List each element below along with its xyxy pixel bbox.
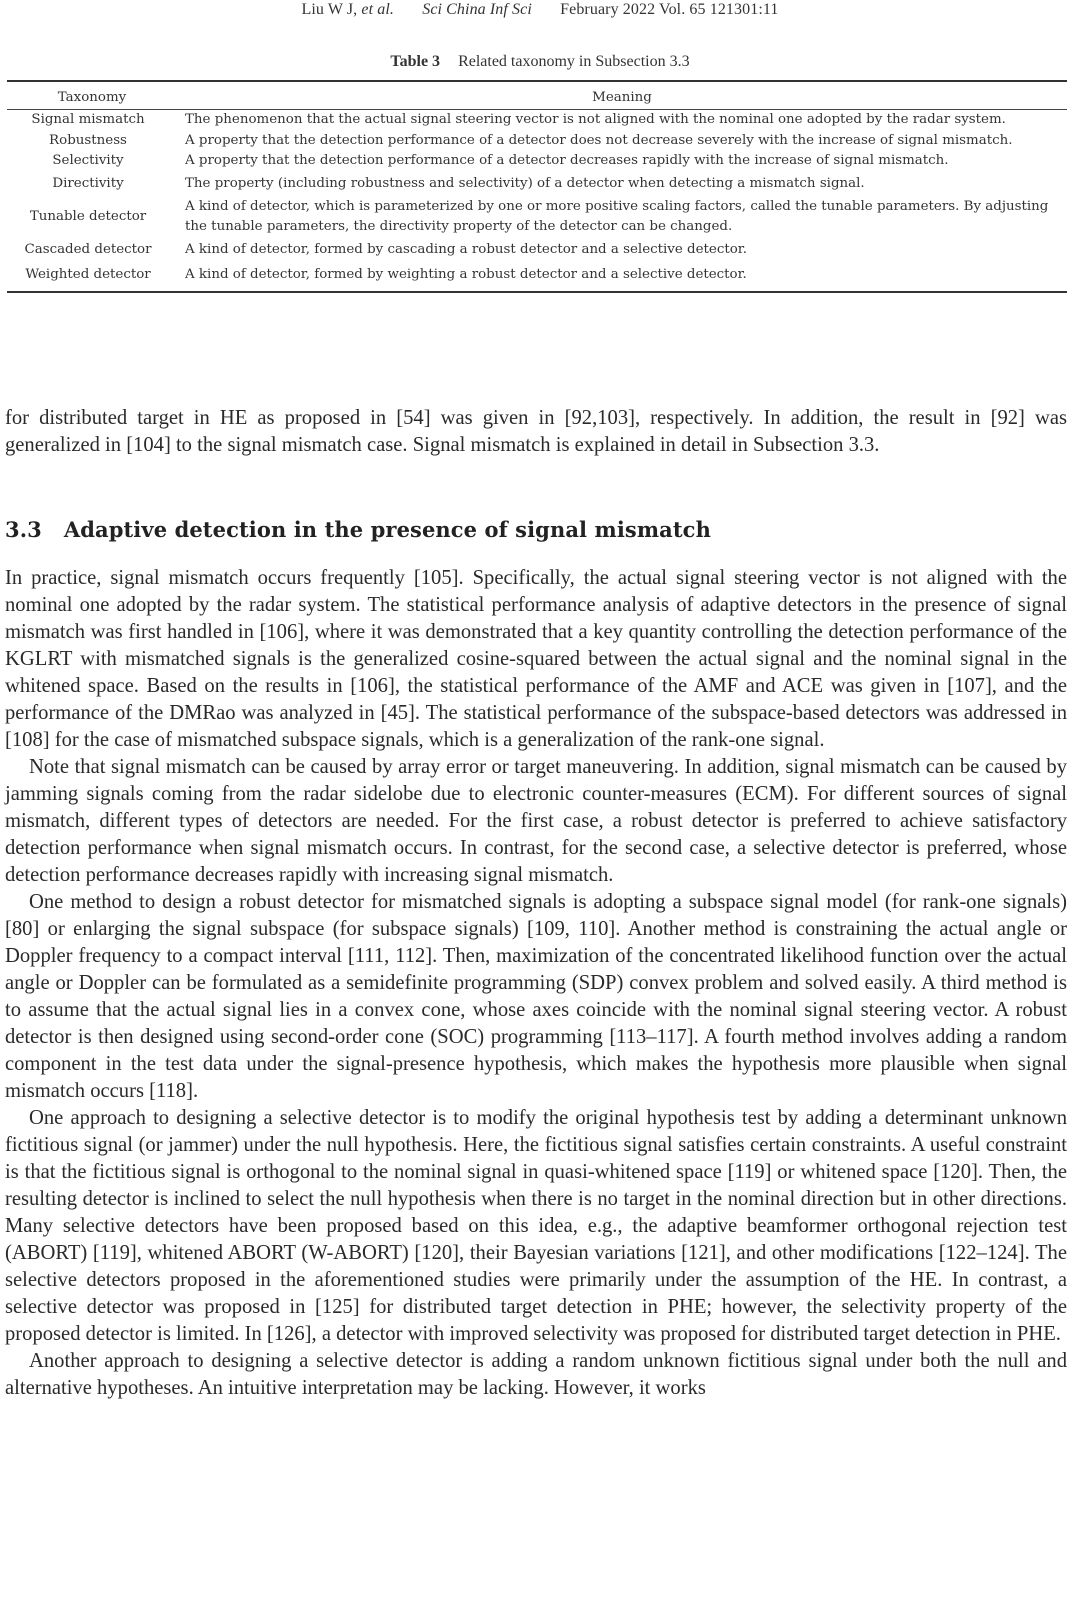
table-meaning: A kind of detector, formed by cascading a robust detector and a selective detector. (185, 241, 747, 257)
table-caption-text: Related taxonomy in Subsection 3.3 (458, 53, 690, 70)
table-term: Weighted detector (7, 263, 177, 292)
running-head-journal: Sci China Inf Sci (422, 1, 532, 18)
section-number: 3.3 (5, 517, 42, 542)
table-row (7, 197, 1067, 238)
table-header-meaning: Meaning (177, 81, 1067, 110)
table-meaning: A property that the detection performance of a detector does not decrease severely with the increase of signal mismatch. (185, 132, 1013, 148)
section-heading (5, 516, 711, 544)
table-term: Signal mismatch (31, 112, 145, 127)
table-row (7, 131, 1067, 152)
taxonomy-table (7, 80, 1067, 293)
running-head-et-al: et al. (361, 1, 394, 18)
table-meaning: The phenomenon that the actual signal steering vector is not aligned with the nominal one adopted by the radar system. (185, 112, 1006, 127)
table-label: Table 3 (390, 53, 441, 70)
table-term: Selectivity (52, 153, 124, 168)
table-header-taxonomy: Taxonomy (7, 81, 177, 110)
table-row (7, 263, 1067, 292)
paragraph: In practice, signal mismatch occurs frequently [105]. Specifically, the actual signal steering vector is not aligned with the nominal one adopted by the radar system. The statistical performance analysis of adaptive detectors in the presence of signal mismatch was first handled in [106], where it was demonstrated that a key quantity controlling the detection performance of the KGLRT with mismatched signals is the generalized cosine-squared between the actual signal and the nominal signal in the whitened space. Based on the results in [106], the statistical performance of the AMF and ACE was given in [107], and the performance of the DMRao was analyzed in [45]. The statistical performance of the subspace-based detectors was addressed in [108] for the case of mismatched subspace signals, which is a generalization of the rank-one signal. (5, 567, 1067, 751)
table-row (7, 151, 1067, 172)
table-term: Directivity (52, 175, 124, 191)
paragraph: Another approach to designing a selective detector is adding a random unknown fictitious signal under both the null and alternative hypotheses. An intuitive interpretation may be lacking. However, it works (5, 1350, 1067, 1399)
table-caption (0, 52, 1080, 72)
intro-text (5, 405, 1067, 459)
running-head-authors: Liu W J, (301, 1, 358, 18)
section-title: Adaptive detection in the presence of signal mismatch (63, 517, 711, 542)
table-term: Tunable detector (29, 208, 147, 224)
table-term: Robustness (49, 132, 127, 148)
table-meaning: A property that the detection performance of a detector decreases rapidly with the increase of signal mismatch. (185, 153, 949, 168)
table-meaning: The property (including robustness and selectivity) of a detector when detecting a mismatch signal. (185, 175, 865, 191)
table-term: Cascaded detector (24, 241, 152, 257)
table-row (7, 172, 1067, 197)
table-row (7, 110, 1067, 131)
section-body (5, 565, 1067, 1402)
table-meaning: A kind of detector, formed by weighting a robust detector and a selective detector. (177, 263, 1067, 292)
table-meaning: A kind of detector, which is parameterized by one or more positive scaling factors, called the tunable parameters. By adjusting the tunable parameters, the directivity property of the detector can be changed. (185, 198, 1049, 234)
table-row (7, 238, 1067, 263)
running-head (0, 0, 1080, 20)
running-head-issue: February 2022 Vol. 65 121301:11 (560, 1, 779, 18)
table-header-row (7, 81, 1067, 110)
paragraph: One method to design a robust detector for mismatched signals is adopting a subspace signal model (for rank-one signals) [80] or enlarging the signal subspace (for subspace signals) [109, 110]. Another method is constraining the actual angle or Doppler frequency to a compact interval [111, 112]. Then, maximization of the concentrated likelihood function over the actual angle or Doppler can be formulated as a semidefinite programming (SDP) convex problem and solved easily. A third method is to assume that the actual signal lies in a convex cone, whose axes coincide with the nominal signal steering vector. A robust detector is then designed using second-order cone (SOC) programming [113–117]. A fourth method involves adding a random component in the test data under the signal-presence hypothesis, which makes the hypothesis more plausible when signal mismatch occurs [118]. (5, 891, 1067, 1102)
paragraph: One approach to designing a selective detector is to modify the original hypothesis test by adding a determinant unknown fictitious signal (or jammer) under the null hypothesis. Here, the fictitious signal satisfies certain constraints. A useful constraint is that the fictitious signal is orthogonal to the nominal signal in quasi-whitened space [119] or whitened space [120]. Then, the resulting detector is inclined to select the null hypothesis when there is no target in the nominal direction but in other directions. Many selective detectors have been proposed based on this idea, e.g., the adaptive beamformer orthogonal rejection test (ABORT) [119], whitened ABORT (W-ABORT) [120], their Bayesian variations [121], and other modifications [122–124]. The selective detectors proposed in the aforementioned studies were primarily under the assumption of the HE. In contrast, a selective detector was proposed in [125] for distributed target detection in PHE; however, the selectivity property of the proposed detector is limited. In [126], a detector with improved selectivity was proposed for distributed target detection in PHE. (5, 1107, 1067, 1345)
intro-paragraph: for distributed target in HE as proposed in [54] was given in [92,103], respectively. In addition, the result in [92] was generalized in [104] to the signal mismatch case. Signal mismatch is explained in detail in Subsection 3.3. (5, 407, 1067, 456)
paragraph: Note that signal mismatch can be caused by array error or target maneuvering. In addition, signal mismatch can be caused by jamming signals coming from the radar sidelobe due to electronic counter-measures (ECM). For different sources of signal mismatch, different types of detectors are needed. For the first case, a robust detector is preferred to achieve satisfactory detection performance when signal mismatch occurs. In contrast, for the second case, a selective detector is preferred, whose detection performance decreases rapidly with increasing signal mismatch. (5, 756, 1067, 886)
